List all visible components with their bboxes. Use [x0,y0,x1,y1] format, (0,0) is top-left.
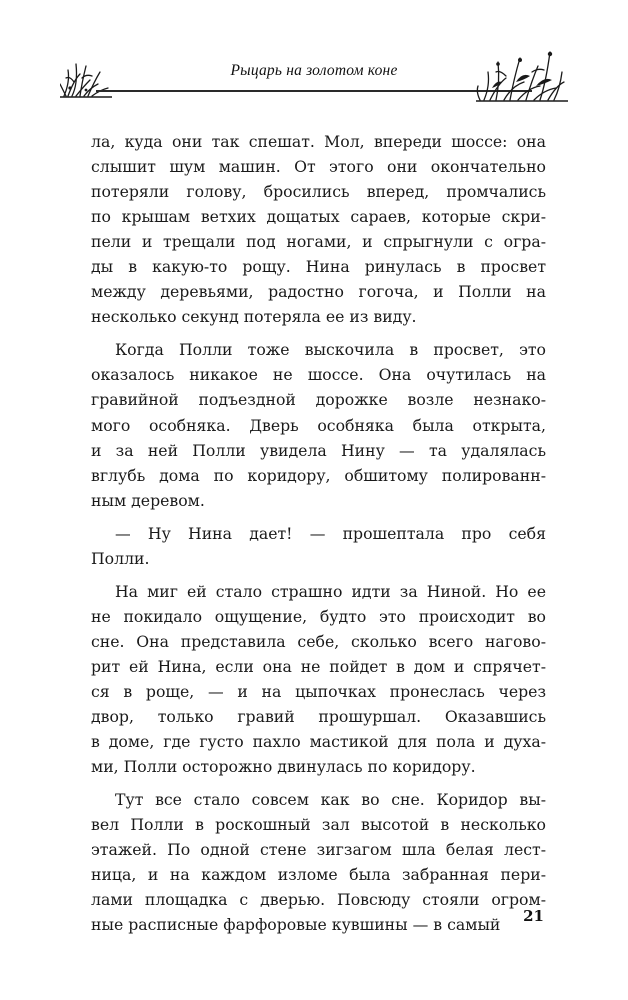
text-line: пели и трещали под ногами, и спрыгнули с огра- [91,232,546,252]
text-line: не покидало ощущение, будто это происходит во [91,606,546,626]
text-line: ница, и на каждом изломе была забранная пери- [91,865,546,885]
text-line: в доме, где густо пахло мастикой для пола и духа- [91,732,546,752]
text-line: — Ну Нина дает! — прошептала про себя [115,523,546,543]
text-line: ми, Полли осторожно двинулась по коридору. [91,757,476,777]
text-line: ным деревом. [91,490,205,510]
text-line: Когда Полли тоже выскочила в просвет, это [115,340,546,360]
paragraph-gap [91,329,546,337]
text-line: ла, куда они так спешат. Мол, впереди шоссе: она [91,132,546,151]
header-rule [96,90,532,92]
paragraph-gap [91,513,546,521]
paragraph [91,579,546,779]
grass-ornament-icon [476,42,568,106]
paragraph [91,787,546,937]
text-line: рит ей Нина, если она не пойдет в дом и спрячет- [91,656,546,676]
text-line: двор, только гравий прошуршал. Оказавшись [91,707,546,727]
text-line: мого особняка. Дверь особняка была открыта, [91,415,546,435]
paragraph-gap [91,571,546,579]
text-line: лами площадка с дверью. Повсюду стояли огром- [91,890,546,910]
paragraph [91,521,546,571]
paragraph [91,129,546,329]
text-line: ся в роще, — и на цыпочках пронеслась через [91,681,546,701]
text-line: оказалось никакое не шоссе. Она очутилась на [91,365,546,385]
paragraph [91,337,546,512]
text-line: этажей. По одной стене зигзагом шла белая лест- [91,840,546,860]
text-line: и за ней Полли увидела Нину — та удалялась [91,440,546,460]
paragraph-gap [91,779,546,787]
page-number: 21 [523,907,544,925]
text-line: ды в какую-то рощу. Нина ринулась в просвет [91,257,546,277]
text-line: На миг ей стало страшно идти за Ниной. Но ее [115,581,546,601]
text-line: слышит шум машин. От этого они окончательно [91,157,546,177]
running-title: Рыцарь на золотом коне [230,62,398,79]
text-line: Полли. [91,548,150,568]
text-line: между деревьями, радостно гогоча, и Полли на [91,282,546,302]
text-line: по крышам ветхих дощатых сараев, которые скри- [91,207,546,227]
text-line: сне. Она представила себе, сколько всего нагово- [91,631,546,651]
text-line: гравийной подъездной дорожке возле незнако- [91,390,546,410]
text-line: потеряли голову, бросились вперед, промчались [91,182,546,202]
text-line: вел Полли в роскошный зал высотой в несколько [91,815,546,835]
text-line: вглубь дома по коридору, обшитому полированн- [91,465,546,485]
text-line: Тут все стало совсем как во сне. Коридор вы- [115,790,546,810]
body-text [91,129,546,937]
running-header [60,50,568,110]
text-line: ные расписные фарфоровые кувшины — в самый [91,915,501,935]
text-line: несколько секунд потеряла ее из виду. [91,307,417,327]
